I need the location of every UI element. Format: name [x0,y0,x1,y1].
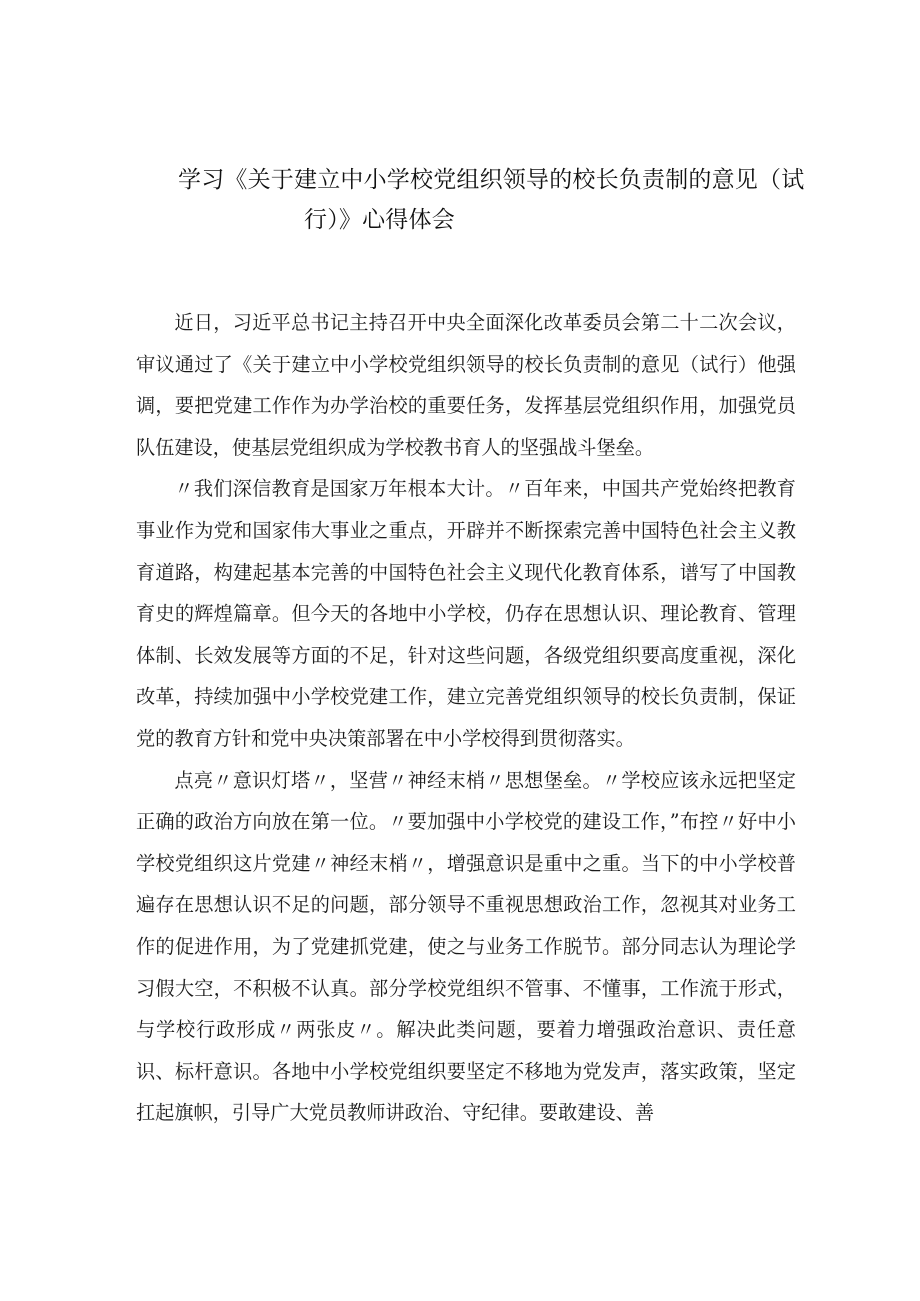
paragraph-2: 〃我们深信教育是国家万年根本大计。〃百年来，中国共产党始终把教育事业作为党和国家伟大事业之重点，开辟并不断探索完善中国特色社会主义教育道路，构建起基本完善的中国特色社会主义现代化教育体系，谱写了中国教育史的辉煌篇章。但今天的各地中小学校，仍存在思想认识、理论教育、管理体制、长效发展等方面的不足，针对这些问题，各级党组织要高度重视，深化改革，持续加强中小学校党建工作，建立完善党组织领导的校长负责制，保证党的教育方针和党中央决策部署在中小学校得到贯彻落实。 [136,477,796,750]
title-line-2: 行）》心得体会 [304,207,455,233]
paragraph-3: 点亮〃意识灯塔〃，坚营〃神经末梢〃思想堡垒。〃学校应该永远把坚定正确的政治方向放在第一位。〃要加强中小学校党的建设工作，”布控〃好中小学校党组织这片党建〃神经末梢〃，增强意识是重中之重。当下的中小学校普遍存在思想认识不足的问题，部分领导不重视思想政治工作，忽视其对业务工作的促进作用，为了党建抓党建，使之与业务工作脱节。部分同志认为理论学习假大空，不积极不认真。部分学校党组织不管事、不懂事，工作流于形式，与学校行政形成〃两张皮〃。解决此类问题，要着力增强政治意识、责任意识、标杆意识。各地中小学校党组织要坚定不移地为党发声，落实政策，坚定扛起旗帜，引导广大党员教师讲政治、守纪律。要敢建设、善 [136,768,796,1125]
paragraph-1: 近日，习近平总书记主持召开中央全面深化改革委员会第二十二次会议，审议通过了《关于建立中小学校党组织领导的校长负责制的意见（试行）他强调，要把党建工作作为办学治校的重要任务，发挥基层党组织作用，加强党员队伍建设，使基层党组织成为学校教书育人的坚强战斗堡垒。 [136,311,796,459]
title-line-1: 学习《关于建立中小学校党组织领导的校长负责制的意见（试 [178,167,805,193]
document-body [136,302,796,1134]
document-title [0,160,920,240]
